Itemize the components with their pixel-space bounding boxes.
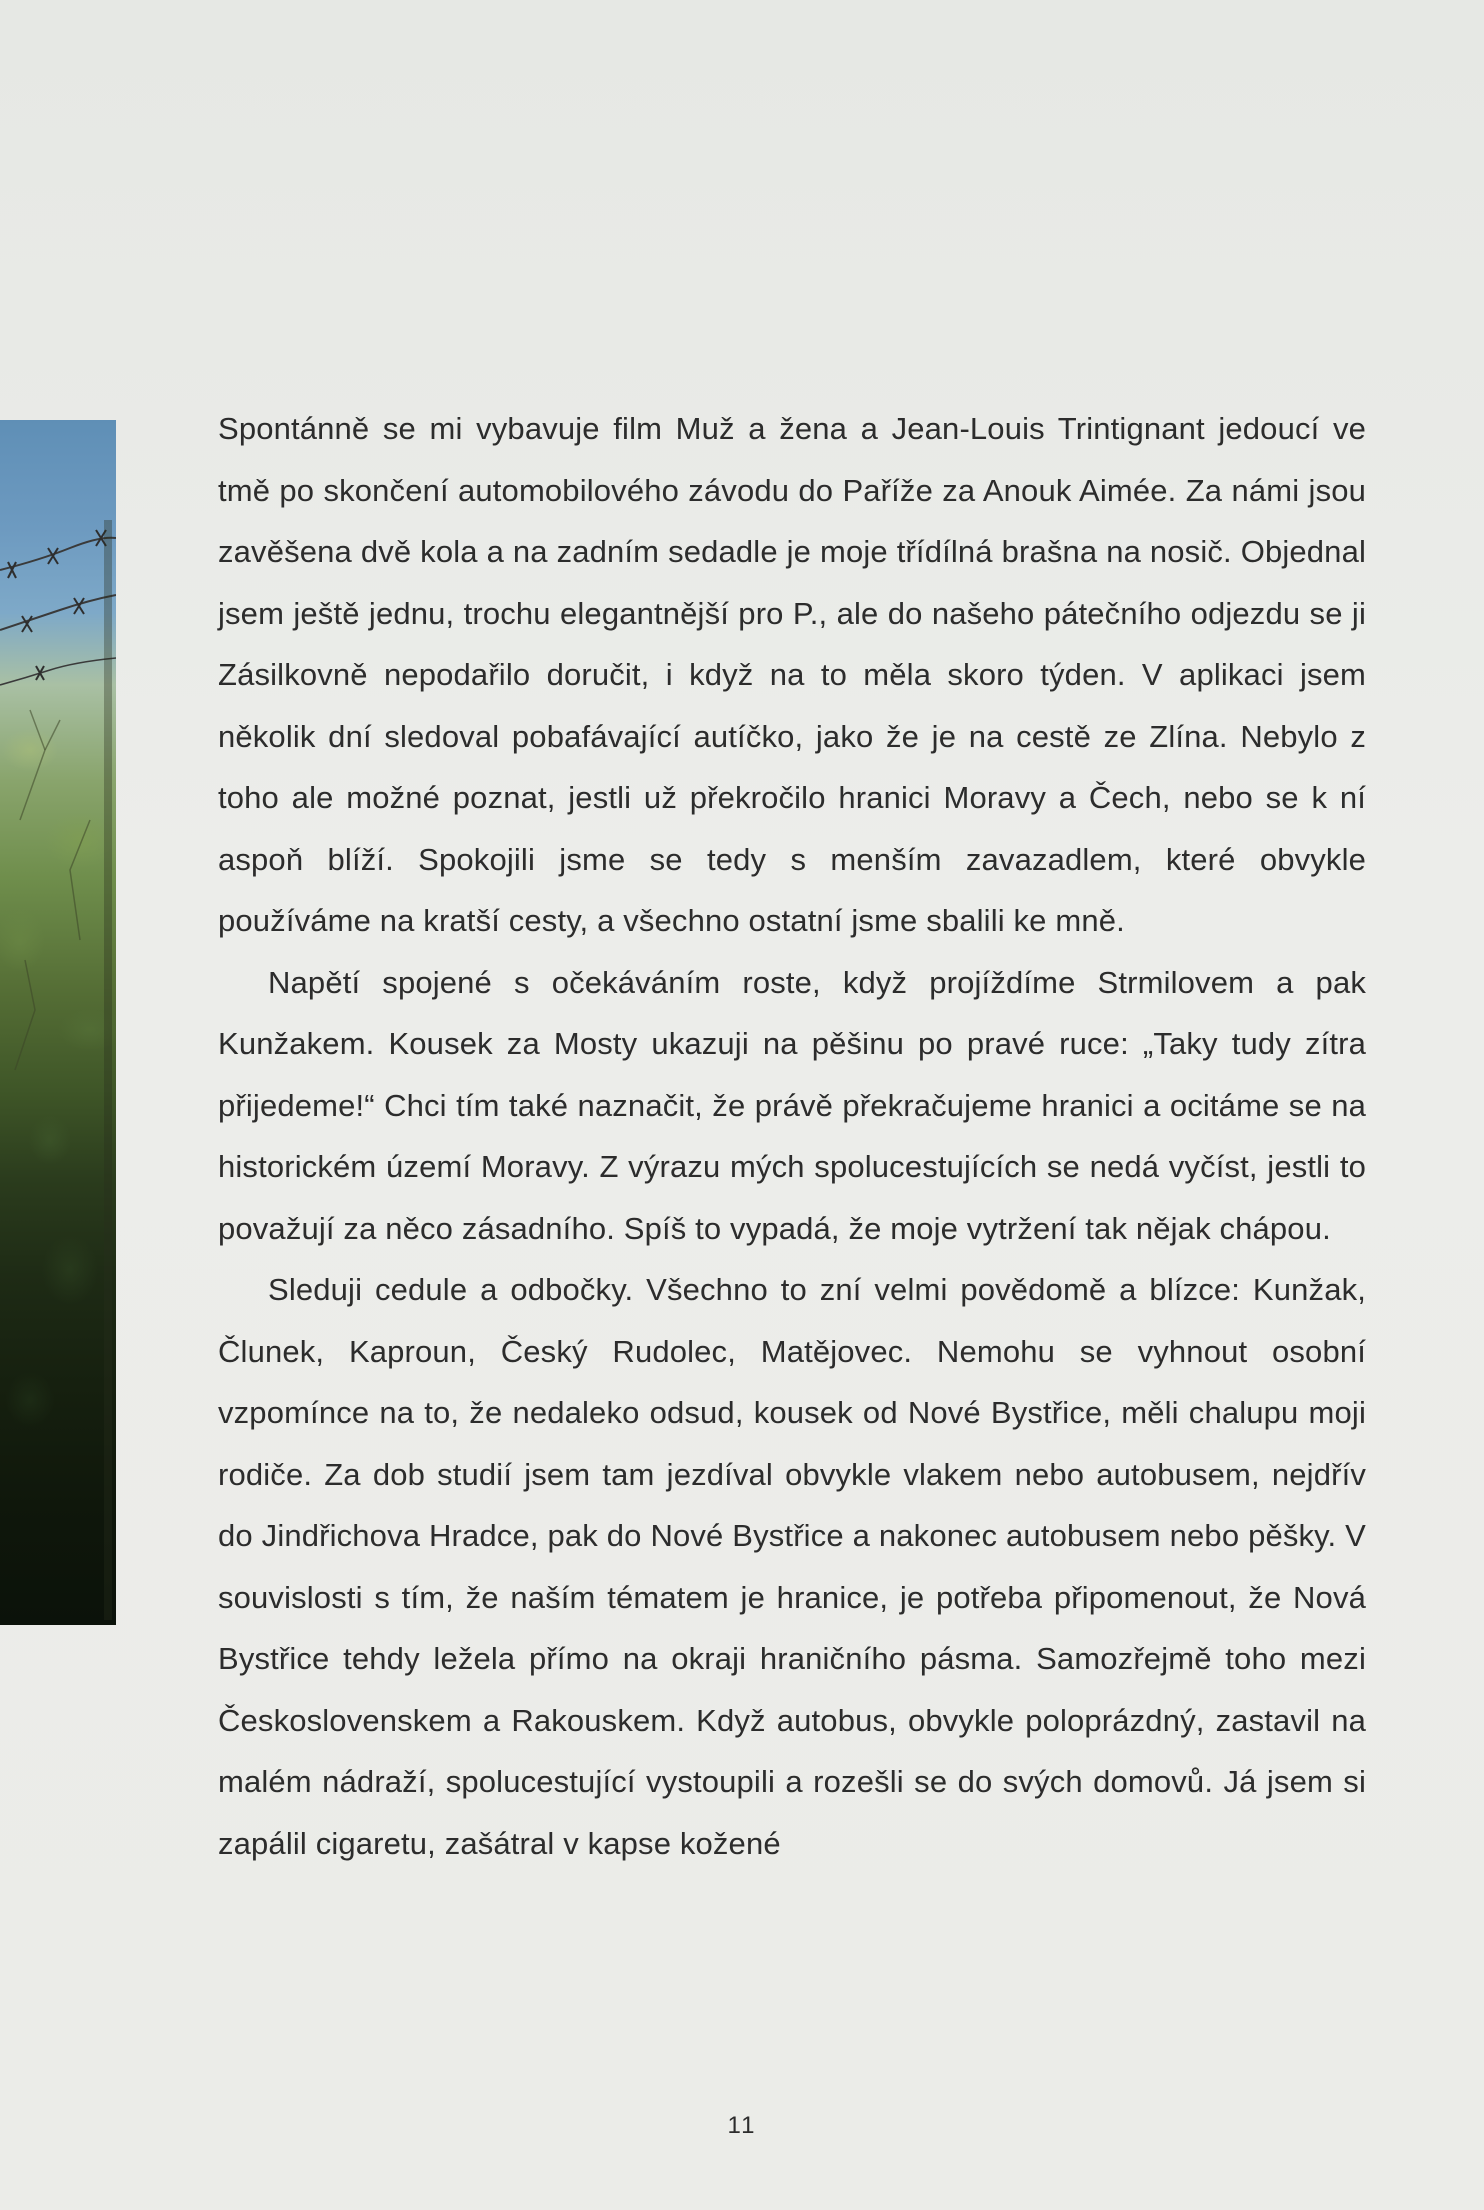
paragraph-3: Sleduji cedule a odbočky. Všechno to zní velmi povědomě a blízce: Kunžak, Člunek, Kaproun, Český Rudolec, Matějovec. Nemohu se vyhnout osobní vzpomínce na to, že nedaleko odsud, kousek od Nové Bystřice, měli chalupu moji rodiče. Za dob studií jsem tam jezdíval obvykle vlakem nebo autobusem, nejdřív do Jindřichova Hradce, pak do Nové Bystřice a nakonec autobusem nebo pěšky. V souvislosti s tím, že naším tématem je hranice, je potřeba připomenout, že Nová Bystřice tehdy ležela přímo na okraji hraničního pásma. Samozřejmě toho mezi Československem a Rakouskem. Když autobus, obvykle poloprázdný, zastavil na malém nádraží, spolucestující vystoupili a rozešli se do svých domovů. Já jsem si zapálil cigaretu, zašátral v kapse kožené: [218, 1272, 1366, 1861]
paragraph-1: Spontánně se mi vybavuje film Muž a žena a Jean-Louis Trintignant jedoucí ve tmě po skončení automobilového závodu do Paříže za Anouk Aimée. Za námi jsou zavěšena dvě kola a na zadním sedadle je moje třídílná brašna na nosič. Objednal jsem ještě jednu, trochu elegantnější pro P., ale do našeho pátečního odjezdu se ji Zásilkovně nepodařilo doručit, i když na to měla skoro týden. V aplikaci jsem několik dní sledoval pobafávající autíčko, jako že je na cestě ze Zlína. Nebylo z toho ale možné poznat, jestli už překročilo hranici Moravy a Čech, nebo se k ní aspoň blíží. Spokojili jsme se tedy s menším zavazadlem, které obvykle používáme na kratší cesty, a všechno ostatní jsme sbalili ke mně.: [218, 411, 1366, 938]
paragraph-2: Napětí spojené s očekáváním roste, když projíždíme Strmilovem a pak Kunžakem. Kousek za Mosty ukazuji na pěšinu po pravé ruce: „Taky tudy zítra přijedeme!“ Chci tím také naznačit, že právě překračujeme hranici a ocitáme se na historickém území Moravy. Z výrazu mých spolucestujících se nedá vyčíst, jestli to považují za něco zásadního. Spíš to vypadá, že moje vytržení tak nějak chápou.: [218, 964, 1366, 1246]
barbed-wire-photo: [0, 420, 116, 1625]
page-number: 11: [727, 2112, 757, 2139]
body-text: [218, 398, 1366, 1874]
barbed-wire-icon: [0, 420, 116, 1625]
